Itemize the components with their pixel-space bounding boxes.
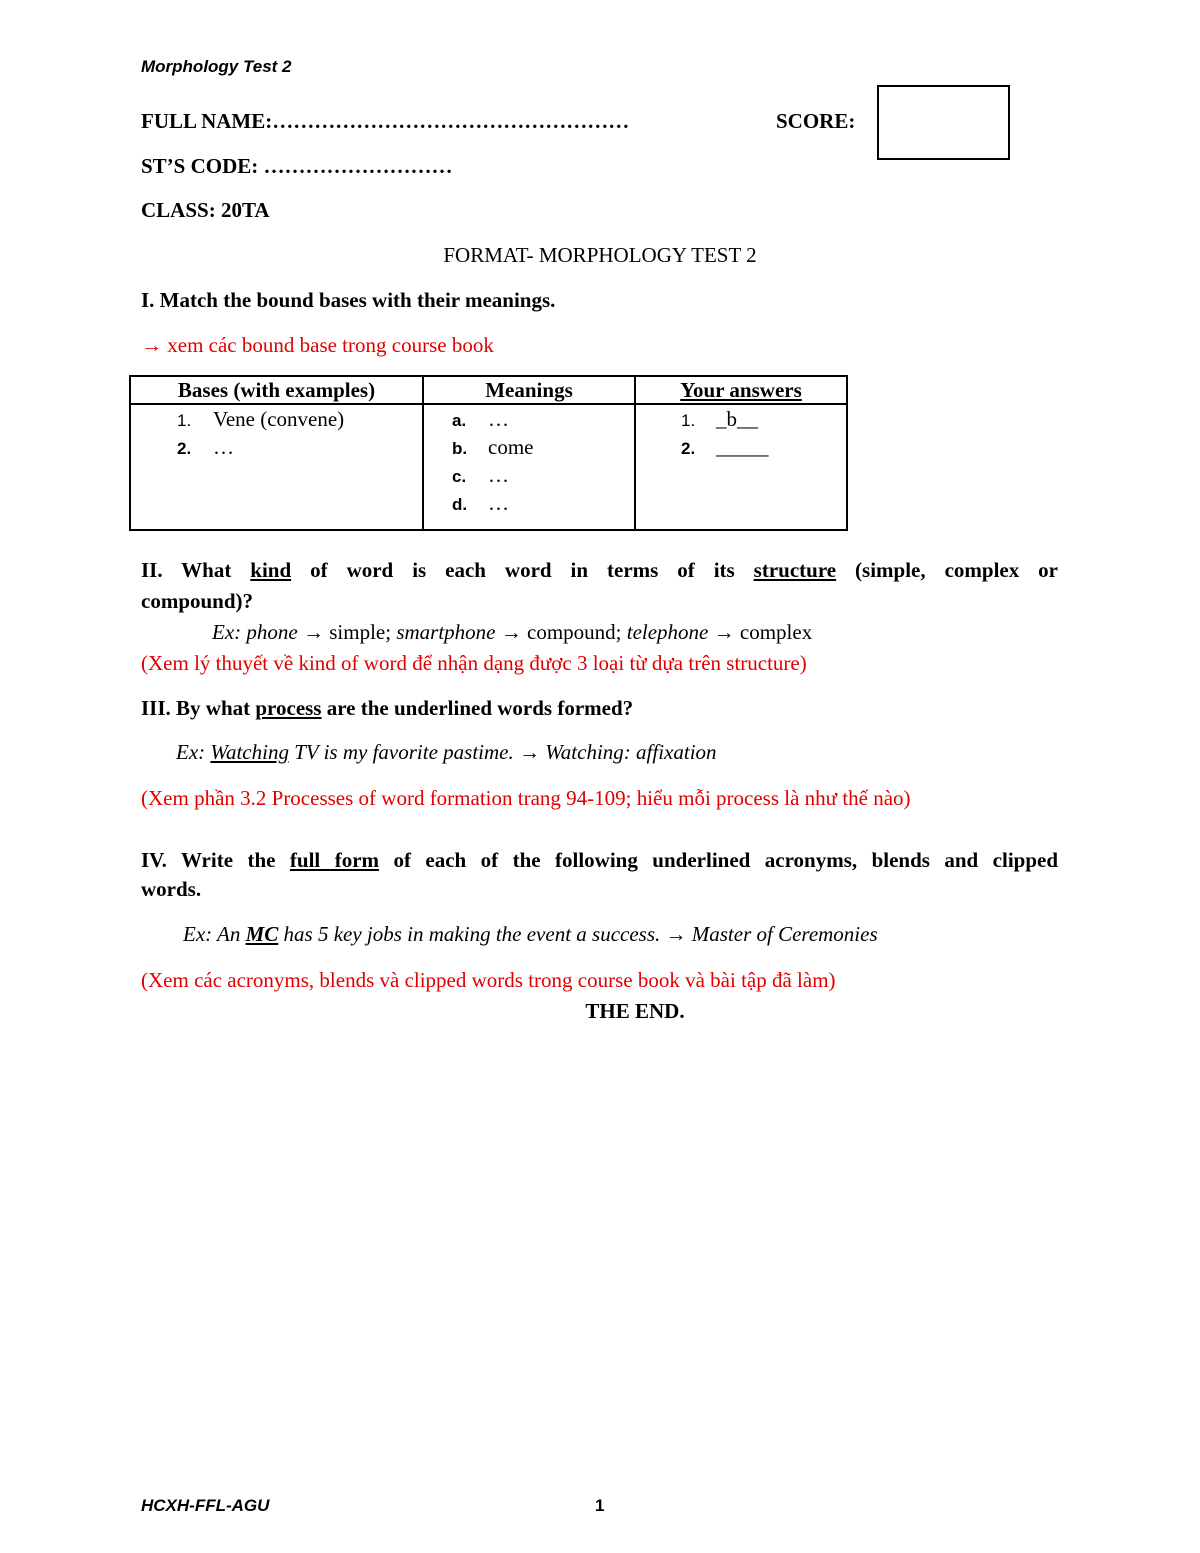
section-3-example — [176, 740, 717, 765]
example-answer: simple; — [329, 620, 392, 644]
base-item: … — [213, 435, 234, 459]
section-3-heading-text: III. By what — [141, 696, 251, 720]
section-4-keyword-full-form: full form — [289, 848, 380, 872]
section-2-example — [212, 620, 812, 645]
section-3-keyword-process: process — [255, 696, 322, 720]
section-4-heading-line2: words. — [141, 877, 202, 901]
table-header-answers: Your answers — [635, 376, 847, 404]
answers-cell — [635, 404, 847, 530]
the-end: THE END. — [585, 999, 685, 1023]
meaning-letter: b. — [452, 439, 468, 458]
table-header-meanings: Meanings — [423, 376, 635, 404]
example-word: telephone — [626, 620, 709, 644]
section-1-note — [141, 333, 494, 358]
full-name-label: FULL NAME:…………………………………………… — [141, 109, 630, 133]
arrow-icon: → — [500, 620, 522, 644]
base-number: 1. — [177, 411, 192, 430]
page-number: 1 — [595, 1496, 605, 1515]
answer-number: 2. — [681, 439, 696, 458]
example-prefix: Ex: An — [183, 922, 241, 946]
example-sentence: has 5 key jobs in making the event a success. — [283, 922, 661, 946]
section-4-heading-text: IV. Write the — [141, 848, 276, 872]
section-1-heading: I. Match the bound bases with their meanings. — [141, 288, 556, 312]
section-2-heading-text: of word is each word in terms of its — [310, 558, 735, 582]
table-header-bases: Bases (with examples) — [130, 376, 423, 404]
section-2-heading — [141, 558, 1058, 583]
document-title: FORMAT- MORPHOLOGY TEST 2 — [443, 243, 757, 267]
meaning-letter: a. — [452, 411, 467, 430]
section-2-heading-text: II. What — [141, 558, 232, 582]
example-answer: compound; — [527, 620, 622, 644]
answer-number: 1. — [681, 411, 696, 430]
section-4-example — [183, 922, 878, 947]
section-2-heading-text: (simple, complex or — [855, 558, 1058, 582]
example-answer: Master of Ceremonies — [691, 922, 878, 946]
footer-left: HCXH-FFL-AGU — [141, 1496, 270, 1515]
section-1-note-text: xem các bound base trong course book — [167, 333, 494, 357]
example-prefix: Ex: — [212, 620, 242, 644]
arrow-icon: → — [518, 740, 540, 764]
meaning-item: come — [488, 435, 534, 459]
class-label: CLASS: 20TA — [141, 198, 270, 222]
meanings-cell — [423, 404, 635, 530]
arrow-icon: → — [713, 620, 735, 644]
section-2-note: (Xem lý thuyết về kind of word để nhận dạng được 3 loại từ dựa trên structure) — [141, 651, 807, 675]
arrow-icon: → — [141, 333, 162, 357]
example-answer: complex — [739, 620, 813, 644]
student-code-label: ST’S CODE: ……………………… — [141, 154, 453, 178]
bases-cell — [130, 404, 423, 530]
arrow-icon: → — [302, 620, 324, 644]
example-word: phone — [246, 620, 298, 644]
example-sentence: TV is my favorite pastime. — [294, 740, 514, 764]
matching-table — [129, 375, 848, 531]
section-4-heading — [141, 848, 1058, 873]
section-4-heading-text: of each of the following underlined acronyms, blends and clipped — [393, 848, 1059, 872]
example-word: smartphone — [396, 620, 496, 644]
running-header: Morphology Test 2 — [141, 57, 292, 76]
meaning-letter: d. — [452, 495, 468, 514]
meaning-item: … — [488, 491, 509, 515]
score-label: SCORE: — [776, 109, 856, 133]
base-number: 2. — [177, 439, 192, 458]
base-item: Vene (convene) — [213, 407, 345, 431]
section-2-heading-line2: compound)? — [141, 589, 254, 613]
section-3-heading-text: are the underlined words formed? — [326, 696, 634, 720]
meaning-letter: c. — [452, 467, 467, 486]
score-box[interactable] — [877, 85, 1010, 160]
example-word: MC — [245, 922, 279, 946]
meaning-item: … — [488, 407, 509, 431]
example-answer: Watching: affixation — [545, 740, 717, 764]
section-4-note: (Xem các acronyms, blends và clipped words trong course book và bài tập đã làm) — [141, 968, 836, 992]
answer-blank[interactable]: _b__ — [716, 407, 758, 431]
example-prefix: Ex: — [176, 740, 206, 764]
section-2-keyword-kind: kind — [250, 558, 292, 582]
example-word: Watching — [210, 740, 289, 764]
answer-blank[interactable]: _____ — [716, 435, 769, 459]
section-3-note: (Xem phần 3.2 Processes of word formation trang 94-109; hiểu mỗi process là như thế nào) — [141, 786, 911, 810]
meaning-item: … — [488, 463, 509, 487]
section-3-heading — [141, 696, 633, 721]
section-2-keyword-structure: structure — [753, 558, 837, 582]
arrow-icon: → — [665, 922, 687, 946]
